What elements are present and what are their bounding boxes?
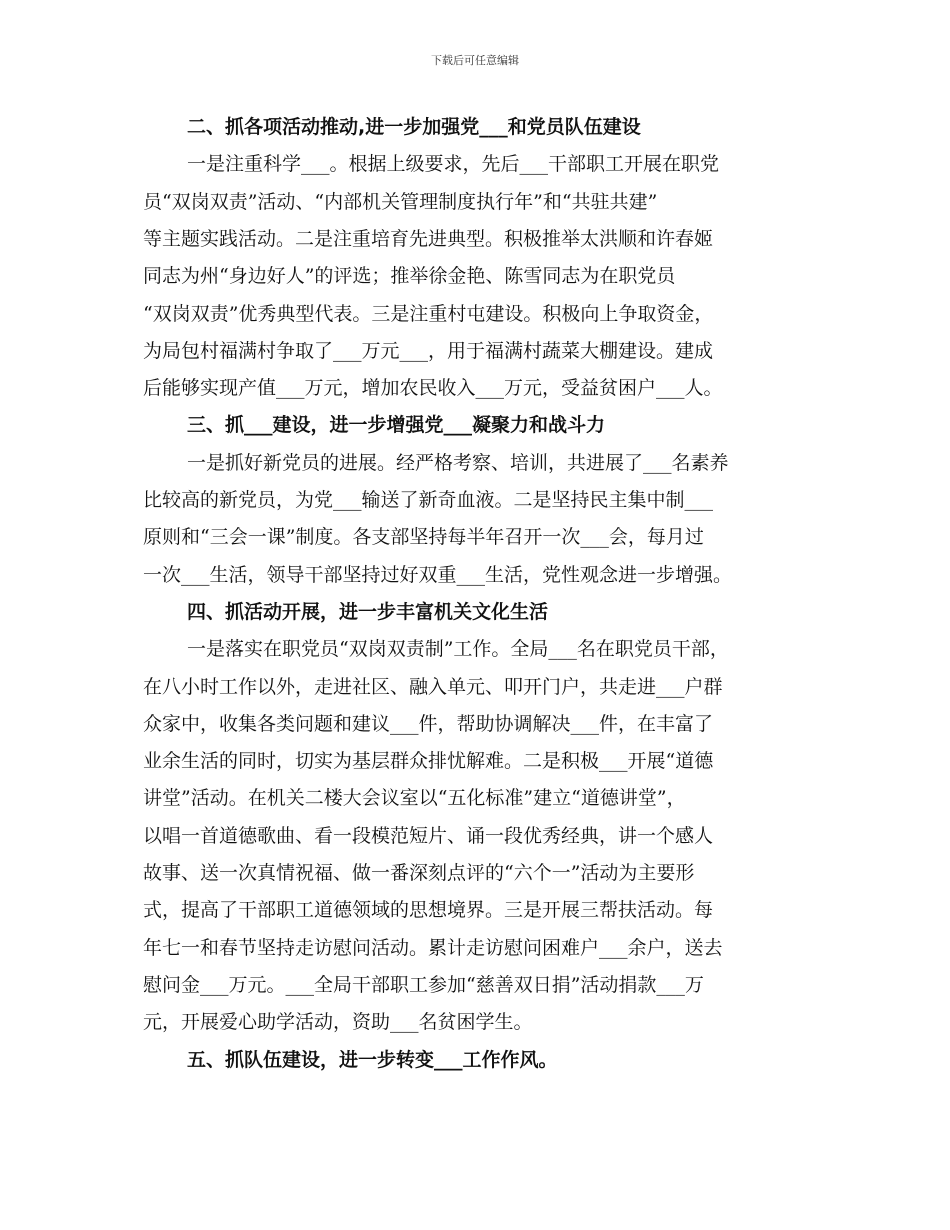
paragraph-line: 年七一和春节坚持走访慰问活动。累计走访慰问困难户___余户，送去 xyxy=(143,937,723,959)
paragraph-line: 元，开展爱心助学活动，资助___名贫困学生。 xyxy=(143,1011,533,1033)
paragraph-line: 后能够实现产值___万元，增加农民收入___万元，受益贫困户___人。 xyxy=(143,377,723,399)
paragraph-line: 同志为州“身边好人”的评选；推举徐金艳、陈雪同志为在职党员 xyxy=(143,265,676,287)
paragraph-line: 慰问金___万元。___全局干部职工参加“慈善双日捐”活动捐款___万 xyxy=(143,974,704,996)
paragraph-line: 讲堂”活动。在机关二楼大会议室以“五化标准”建立“道德讲堂”， xyxy=(143,787,686,809)
section-heading: 五、抓队伍建设，进一步转变___工作作风。 xyxy=(187,1049,558,1071)
paragraph-line: 一是抓好新党员的进展。经严格考察、培训，共进展了___名素养 xyxy=(187,452,729,474)
paragraph-line: 员“双岗双责”活动、“内部机关管理制度执行年”和“共驻共建” xyxy=(143,191,658,213)
paragraph-line: 众家中，收集各类问题和建议___件，帮助协调解决___件，在丰富了 xyxy=(143,713,714,735)
paragraph-line: 故事、送一次真情祝福、做一番深刻点评的“六个一”活动为主要形 xyxy=(143,862,695,884)
paragraph-line: 一是注重科学___。根据上级要求，先后___干部职工开展在职党 xyxy=(187,153,720,175)
paragraph-line: 原则和“三会一课”制度。各支部坚持每半年召开一次___会，每月过 xyxy=(143,526,704,548)
paragraph-line: 为局包村福满村争取了___万元___，用于福满村蔬菜大棚建设。建成 xyxy=(143,340,714,362)
paragraph-line: 比较高的新党员，为党___输送了新奇血液。二是坚持民主集中制___ xyxy=(143,489,714,511)
paragraph-line: 等主题实践活动。二是注重培育先进典型。积极推举太洪顺和许春姬 xyxy=(143,228,714,250)
paragraph-line: 业余生活的同时，切实为基层群众排忧解难。二是积极___开展“道德 xyxy=(143,750,714,772)
section-heading: 二、抓各项活动推动,进一步加强党___和党员队伍建设 xyxy=(187,116,641,138)
section-heading: 四、抓活动开展，进一步丰富机关文化生活 xyxy=(187,601,549,623)
section-heading: 三、抓___建设，进一步增强党___凝聚力和战斗力 xyxy=(187,414,606,436)
page-header: 下载后可任意编辑 xyxy=(431,54,519,67)
paragraph-line: 式，提高了干部职工道德领域的思想境界。三是开展三帮扶活动。每 xyxy=(143,899,714,921)
paragraph-line: 以唱一首道德歌曲、看一段模范短片、诵一段优秀经典，讲一个感人 xyxy=(143,825,714,847)
paragraph-line: 在八小时工作以外，走进社区、融入单元、叩开门户，共走进___户群 xyxy=(143,676,723,698)
paragraph-line: “双岗双责”优秀典型代表。三是注重村屯建设。积极向上争取资金， xyxy=(143,303,714,325)
paragraph-line: 一次___生活，领导干部坚持过好双重___生活，党性观念进一步增强。 xyxy=(143,564,733,586)
paragraph-line: 一是落实在职党员“双岗双责制”工作。全局___名在职党员干部， xyxy=(187,638,729,660)
